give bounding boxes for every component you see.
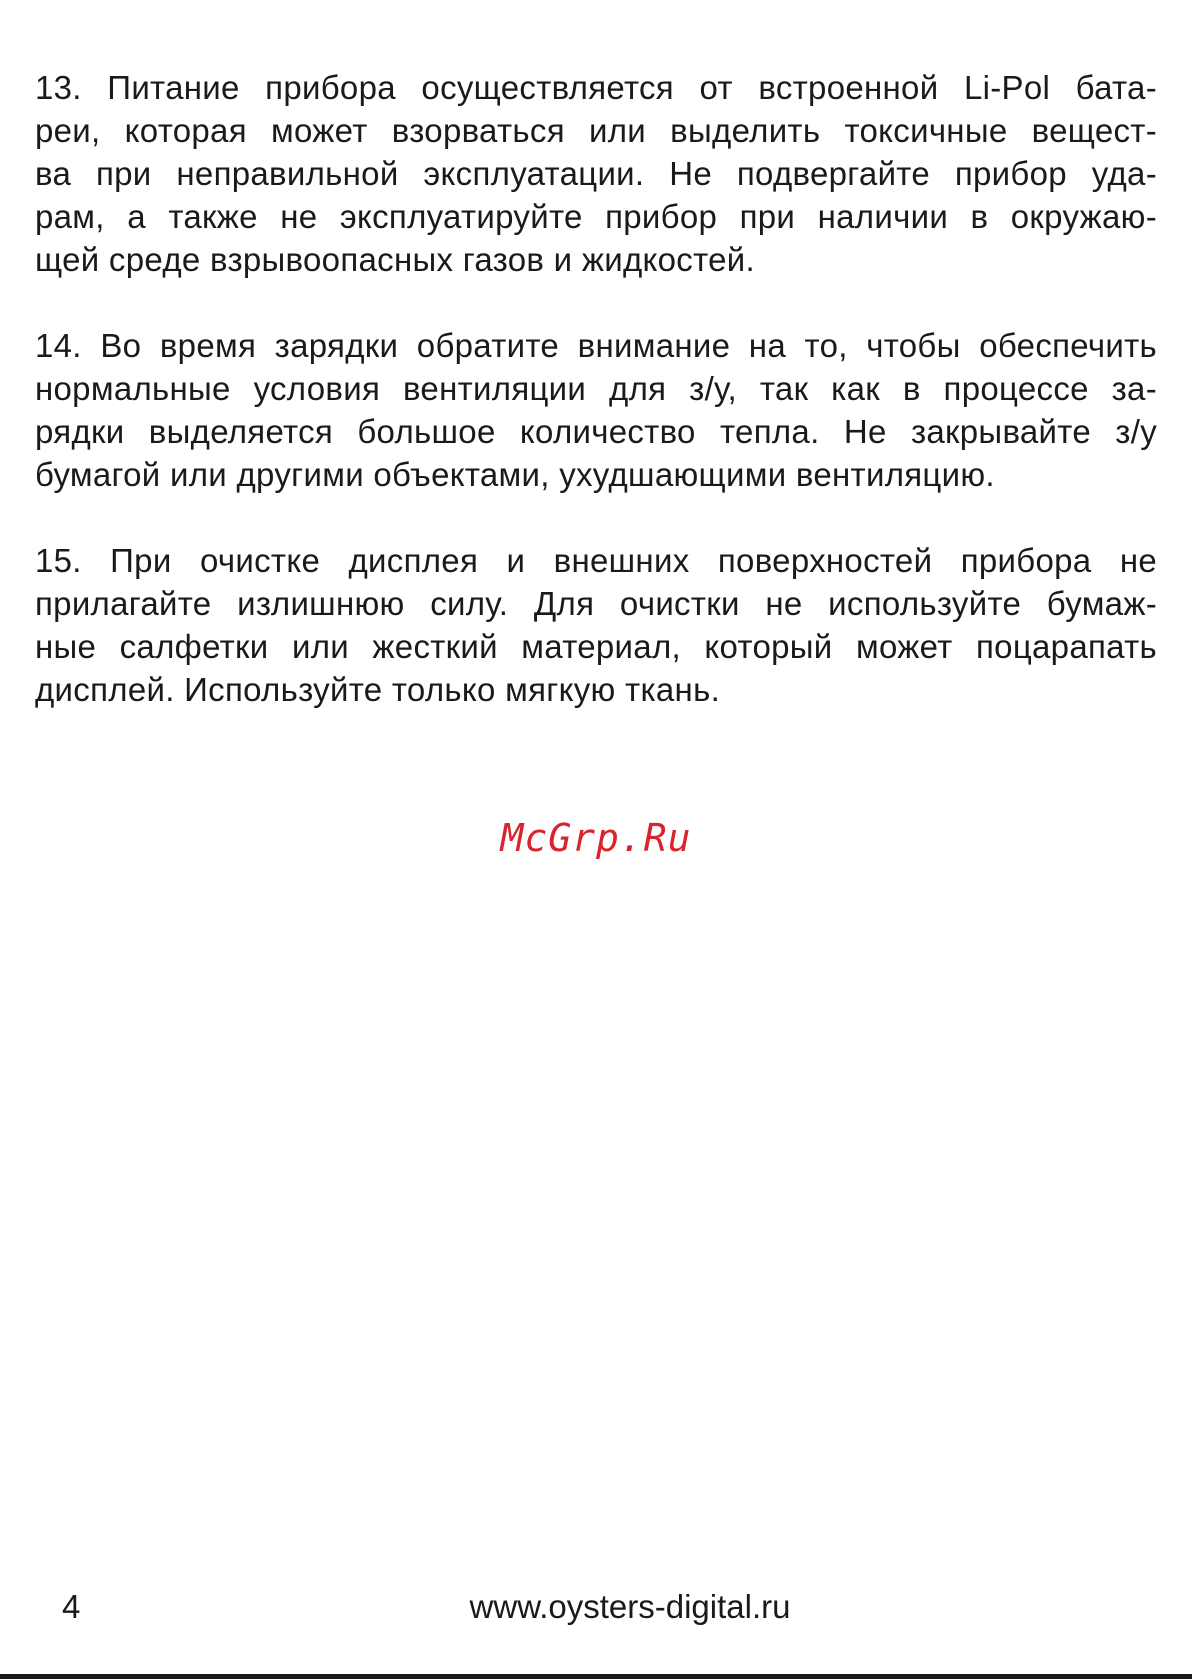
- bottom-rule: [0, 1674, 1192, 1679]
- text-line: дисплей. Используйте только мягкую ткань.: [35, 671, 721, 708]
- watermark: McGrp.Ru: [500, 816, 692, 860]
- text-line: ные салфетки или жесткий материал, который может поцарапать: [35, 628, 1157, 665]
- text-line: бумагой или другими объектами, ухудшающими вентиляцию.: [35, 456, 995, 493]
- text-line: 15. При очистке дисплея и внешних поверхностей прибора не: [35, 542, 1157, 579]
- text-line: реи, которая может взорваться или выделить токсичные вещест-: [35, 112, 1157, 149]
- page-content: [35, 66, 1157, 754]
- text-line: щей среде взрывоопасных газов и жидкостей.: [35, 241, 755, 278]
- text-line: прилагайте излишнюю силу. Для очистки не используйте бумаж-: [35, 585, 1157, 622]
- footer-url: www.oysters-digital.ru: [469, 1588, 791, 1625]
- text-line: 14. Во время зарядки обратите внимание на то, чтобы обеспечить: [35, 327, 1157, 364]
- paragraph-15: [35, 539, 1157, 711]
- paragraph-13: [35, 66, 1157, 281]
- paragraph-14: [35, 324, 1157, 496]
- text-line: нормальные условия вентиляции для з/у, так как в процессе за-: [35, 370, 1157, 407]
- page-number: 4: [62, 1588, 81, 1625]
- text-line: рам, а также не эксплуатируйте прибор при наличии в окружаю-: [35, 198, 1157, 235]
- text-line: 13. Питание прибора осуществляется от встроенной Li-Pol бата-: [35, 69, 1157, 106]
- text-line: рядки выделяется большое количество тепла. Не закрывайте з/у: [35, 413, 1157, 450]
- text-line: ва при неправильной эксплуатации. Не подвергайте прибор уда-: [35, 155, 1157, 192]
